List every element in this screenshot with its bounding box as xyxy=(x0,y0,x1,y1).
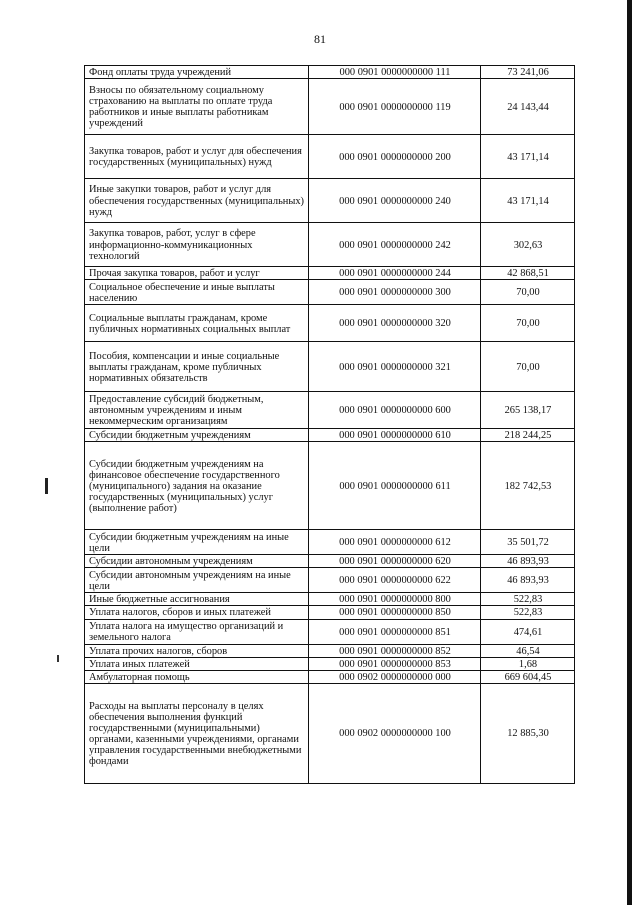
page-number: 81 xyxy=(314,32,326,46)
row-sum-cell: 669 604,45 xyxy=(481,670,575,683)
row-sum-cell: 43 171,14 xyxy=(481,135,575,179)
row-code-cell: 000 0901 0000000000 240 xyxy=(309,179,481,223)
table-row xyxy=(85,305,575,342)
scan-mark xyxy=(57,655,59,662)
row-name-cell: Уплата прочих налогов, сборов xyxy=(85,644,309,657)
row-sum-cell: 182 742,53 xyxy=(481,442,575,530)
row-name-cell: Социальные выплаты гражданам, кроме публичных нормативных социальных выплат xyxy=(85,305,309,342)
table-row xyxy=(85,267,575,280)
row-code-cell: 000 0901 0000000000 620 xyxy=(309,555,481,568)
table-row xyxy=(85,644,575,657)
row-sum-cell: 522,83 xyxy=(481,593,575,606)
table-row xyxy=(85,66,575,79)
row-sum-cell: 46,54 xyxy=(481,644,575,657)
row-code-cell: 000 0901 0000000000 320 xyxy=(309,305,481,342)
table-row xyxy=(85,135,575,179)
row-name-cell: Уплата иных платежей xyxy=(85,657,309,670)
budget-table xyxy=(84,65,575,784)
table-row xyxy=(85,442,575,530)
row-name-cell: Взносы по обязательному социальному страхованию на выплаты по оплате труда работников и иные выплаты работникам учреждений xyxy=(85,79,309,135)
row-name-cell: Закупка товаров, работ и услуг для обеспечения государственных (муниципальных) нужд xyxy=(85,135,309,179)
row-code-cell: 000 0901 0000000000 111 xyxy=(309,66,481,79)
row-code-cell: 000 0901 0000000000 242 xyxy=(309,223,481,267)
row-name-cell: Фонд оплаты труда учреждений xyxy=(85,66,309,79)
row-code-cell: 000 0901 0000000000 119 xyxy=(309,79,481,135)
row-name-cell: Субсидии бюджетным учреждениям на иные цели xyxy=(85,530,309,555)
row-code-cell: 000 0901 0000000000 622 xyxy=(309,568,481,593)
row-code-cell: 000 0901 0000000000 244 xyxy=(309,267,481,280)
row-name-cell: Предоставление субсидий бюджетным, автономным учреждениям и иным некоммерческим организациям xyxy=(85,392,309,429)
row-sum-cell: 522,83 xyxy=(481,606,575,619)
row-sum-cell: 70,00 xyxy=(481,305,575,342)
table-row xyxy=(85,79,575,135)
row-code-cell: 000 0901 0000000000 851 xyxy=(309,619,481,644)
row-name-cell: Пособия, компенсации и иные социальные выплаты гражданам, кроме публичных нормативных обязательств xyxy=(85,342,309,392)
table-row xyxy=(85,179,575,223)
row-sum-cell: 265 138,17 xyxy=(481,392,575,429)
table-row xyxy=(85,392,575,429)
row-sum-cell: 70,00 xyxy=(481,280,575,305)
budget-table-body xyxy=(85,66,575,784)
scan-edge-line xyxy=(627,0,632,905)
row-sum-cell: 46 893,93 xyxy=(481,568,575,593)
row-sum-cell: 1,68 xyxy=(481,657,575,670)
table-row xyxy=(85,670,575,683)
row-code-cell: 000 0901 0000000000 200 xyxy=(309,135,481,179)
scan-mark xyxy=(45,478,48,494)
row-sum-cell: 218 244,25 xyxy=(481,429,575,442)
table-row xyxy=(85,619,575,644)
row-code-cell: 000 0902 0000000000 000 xyxy=(309,670,481,683)
row-name-cell: Иные бюджетные ассигнования xyxy=(85,593,309,606)
row-code-cell: 000 0902 0000000000 100 xyxy=(309,683,481,783)
row-code-cell: 000 0901 0000000000 610 xyxy=(309,429,481,442)
row-sum-cell: 24 143,44 xyxy=(481,79,575,135)
table-row xyxy=(85,606,575,619)
row-name-cell: Амбулаторная помощь xyxy=(85,670,309,683)
row-code-cell: 000 0901 0000000000 853 xyxy=(309,657,481,670)
row-name-cell: Субсидии автономным учреждениям xyxy=(85,555,309,568)
table-row xyxy=(85,555,575,568)
row-code-cell: 000 0901 0000000000 612 xyxy=(309,530,481,555)
row-code-cell: 000 0901 0000000000 321 xyxy=(309,342,481,392)
row-name-cell: Иные закупки товаров, работ и услуг для обеспечения государственных (муниципальных) нужд xyxy=(85,179,309,223)
table-row xyxy=(85,429,575,442)
row-sum-cell: 73 241,06 xyxy=(481,66,575,79)
row-code-cell: 000 0901 0000000000 852 xyxy=(309,644,481,657)
row-name-cell: Уплата налогов, сборов и иных платежей xyxy=(85,606,309,619)
row-code-cell: 000 0901 0000000000 611 xyxy=(309,442,481,530)
table-row xyxy=(85,568,575,593)
table-row xyxy=(85,342,575,392)
row-sum-cell: 35 501,72 xyxy=(481,530,575,555)
row-name-cell: Закупка товаров, работ, услуг в сфере информационно-коммуникационных технологий xyxy=(85,223,309,267)
table-row xyxy=(85,683,575,783)
row-name-cell: Субсидии бюджетным учреждениям xyxy=(85,429,309,442)
table-row xyxy=(85,530,575,555)
row-name-cell: Субсидии бюджетным учреждениям на финансовое обеспечение государственного (муниципального) задания на оказание государственных (муниципальных) услуг (выполнение работ) xyxy=(85,442,309,530)
row-sum-cell: 70,00 xyxy=(481,342,575,392)
row-name-cell: Социальное обеспечение и иные выплаты населению xyxy=(85,280,309,305)
row-name-cell: Расходы на выплаты персоналу в целях обеспечения выполнения функций государственными (муниципальными) органами, казенными учреждениями, органами управления государственными внебюджетными фондами xyxy=(85,683,309,783)
row-code-cell: 000 0901 0000000000 600 xyxy=(309,392,481,429)
row-name-cell: Уплата налога на имущество организаций и земельного налога xyxy=(85,619,309,644)
row-sum-cell: 302,63 xyxy=(481,223,575,267)
table-row xyxy=(85,657,575,670)
row-sum-cell: 42 868,51 xyxy=(481,267,575,280)
row-name-cell: Прочая закупка товаров, работ и услуг xyxy=(85,267,309,280)
table-row xyxy=(85,223,575,267)
table-row xyxy=(85,280,575,305)
row-name-cell: Субсидии автономным учреждениям на иные цели xyxy=(85,568,309,593)
row-sum-cell: 43 171,14 xyxy=(481,179,575,223)
row-sum-cell: 46 893,93 xyxy=(481,555,575,568)
row-sum-cell: 12 885,30 xyxy=(481,683,575,783)
row-code-cell: 000 0901 0000000000 300 xyxy=(309,280,481,305)
row-sum-cell: 474,61 xyxy=(481,619,575,644)
row-code-cell: 000 0901 0000000000 800 xyxy=(309,593,481,606)
row-code-cell: 000 0901 0000000000 850 xyxy=(309,606,481,619)
table-row xyxy=(85,593,575,606)
